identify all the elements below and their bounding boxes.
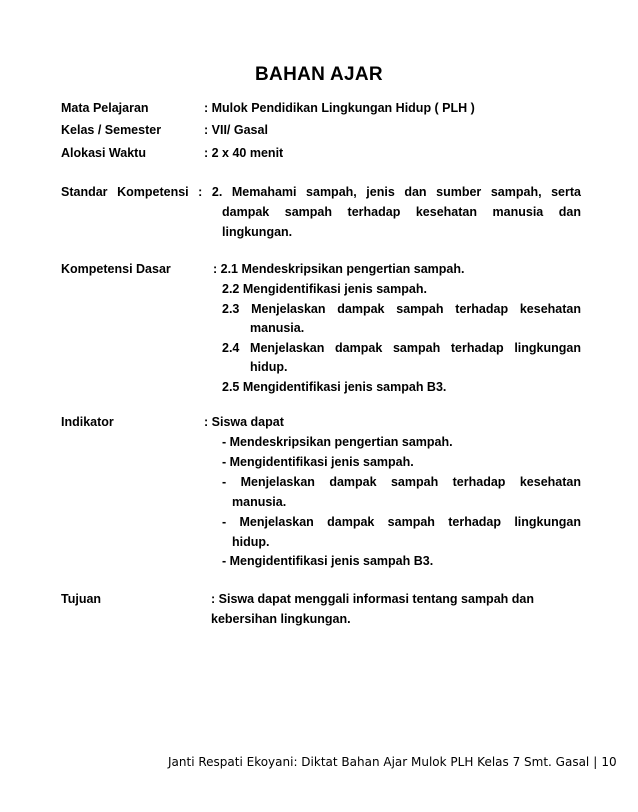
indikator-item-continuation: hidup. — [232, 535, 270, 549]
page-footer — [168, 755, 617, 769]
indikator-item: - Mengidentifikasi jenis sampah B3. — [222, 554, 434, 568]
indikator-intro: : Siswa dapat — [204, 415, 284, 429]
alokasi-value: : 2 x 40 menit — [204, 146, 284, 160]
kd-item: : 2.1 Mendeskripsikan pengertian sampah. — [213, 262, 465, 276]
indikator-item: - Mendeskripsikan pengertian sampah. — [222, 435, 453, 449]
footer-text: Janti Respati Ekoyani: Diktat Bahan Ajar Mulok PLH Kelas 7 Smt. Gasal — [168, 755, 590, 769]
kd-item: 2.3 Menjelaskan dampak sampah terhadap kesehatan — [222, 302, 581, 316]
standar-kompetensi-line3: lingkungan. — [222, 225, 293, 239]
indikator-item: - Menjelaskan dampak sampah terhadap kesehatan — [222, 475, 581, 489]
kd-item: 2.2 Mengidentifikasi jenis sampah. — [222, 282, 427, 296]
page-number: 10 — [601, 755, 617, 769]
indikator-item: - Menjelaskan dampak sampah terhadap lingkungan — [222, 515, 581, 529]
kd-item-continuation: manusia. — [250, 321, 305, 335]
page-title: BAHAN AJAR — [255, 64, 383, 85]
standar-kompetensi-line2: dampak sampah terhadap kesehatan manusia dan — [222, 205, 581, 219]
standar-kompetensi-line1: Standar Kompetensi : 2. Memahami sampah, jenis dan sumber sampah, serta — [61, 185, 581, 199]
tujuan-line1: : Siswa dapat menggali informasi tentang sampah dan — [211, 592, 534, 606]
tujuan-line2: kebersihan lingkungan. — [211, 612, 351, 626]
tujuan-label: Tujuan — [61, 592, 102, 606]
kompetensi-dasar-label: Kompetensi Dasar — [61, 262, 171, 276]
kd-item-continuation: hidup. — [250, 360, 288, 374]
kd-item: 2.5 Mengidentifikasi jenis sampah B3. — [222, 380, 447, 394]
indikator-label: Indikator — [61, 415, 114, 429]
alokasi-label: Alokasi Waktu — [61, 146, 146, 160]
mata-pelajaran-value: : Mulok Pendidikan Lingkungan Hidup ( PLH ) — [204, 101, 475, 115]
kelas-value: : VII/ Gasal — [204, 123, 268, 137]
kelas-label: Kelas / Semester — [61, 123, 162, 137]
kd-item: 2.4 Menjelaskan dampak sampah terhadap lingkungan — [222, 341, 581, 355]
indikator-item-continuation: manusia. — [232, 495, 287, 509]
mata-pelajaran-label: Mata Pelajaran — [61, 101, 149, 115]
indikator-item: - Mengidentifikasi jenis sampah. — [222, 455, 414, 469]
footer-separator: | — [593, 755, 598, 769]
